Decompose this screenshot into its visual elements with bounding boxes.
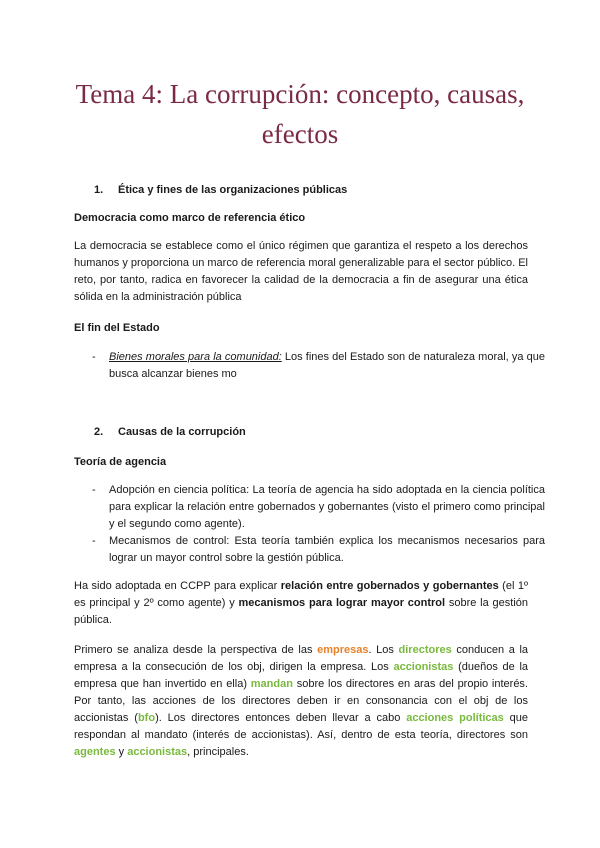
text-run: . Los [368,644,399,656]
subheading-democracia: Democracia como marco de referencia ético [74,212,306,224]
subheading-teoria-agencia: Teoría de agencia [74,456,167,468]
text-run: (dueños de la empresa que han invertido en ella) [74,661,529,690]
paragraph-empresas [74,642,528,761]
bullet-text: Adopción en ciencia política: La teoría de agencia ha sido adoptada en la ciencia política para explicar la relación entre gobernados y gobernantes (visto el primero como principal y el segundo como agente). [109,484,545,530]
highlight-green: acciones políticas [406,712,504,724]
text-run: ). Los directores entonces deben llevar a cabo [155,712,407,724]
highlight-green: directores [398,644,452,656]
subheading-fin-estado: El fin del Estado [74,322,160,334]
bullet-text: Mecanismos de control: Esta teoría también explica los mecanismos necesarios para lograr un mayor control sobre la gestión pública. [109,535,545,564]
section-2-number: 2. [94,426,104,438]
text-run: Primero se analiza desde la perspectiva de las [74,644,318,656]
text-run: y [115,746,128,758]
bullet-term: Bienes morales para la comunidad: [109,351,282,363]
document-title: Tema 4: La corrupción: concepto, causas, efectos [75,79,525,149]
bullet-text: Los fines del Estado son de naturaleza moral, ya que busca alcanzar bienes mo [109,351,545,380]
bullet-dash: - [92,484,96,496]
list-item-adopcion [92,482,545,533]
section-2-heading-text: Causas de la corrupción [118,426,246,438]
section-1-heading [74,182,528,199]
list-item-mecanismos [92,533,545,567]
section-2-heading [74,424,528,441]
text-run: Ha sido adoptada en CCPP para explicar [74,580,281,592]
bold-run: relación entre gobernados y gobernantes [280,580,499,592]
highlight-green: bfo [137,712,156,724]
bold-run: mecanismos para lograr mayor control [238,597,446,609]
section-1-heading-text: Ética y fines de las organizaciones públicas [118,184,348,196]
highlight-green: accionistas [393,661,454,673]
highlight-green: accionistas [127,746,188,758]
text-run: sobre la gestión pública. [74,597,529,626]
text-run: conducen a la empresa a la consecución de los obj, dirigen la empresa. Los [74,644,529,673]
text-run: , principales. [187,746,249,758]
bullet-dash: - [92,351,96,363]
highlight-green: agentes [74,746,116,758]
text-run: (el 1º es principal y 2º como agente) y [74,580,528,609]
bullet-dash: - [92,535,96,547]
highlight-green: mandan [250,678,293,690]
list-item-bienes-morales [92,349,545,383]
paragraph-democracia: La democracia se establece como el único régimen que garantiza el respeto a los derechos humanos y proporciona un marco de referencia moral generalizable para el sector público. El reto, por tanto, radica en favorecer la calidad de la democracia a fin de asegurar una ética sólida en la administración pública [74,240,528,303]
highlight-orange: empresas [317,644,369,656]
text-run: sobre los directores en aras del propio interés. Por tanto, las acciones de los directores deben ir en consonancia con el obj de los accionistas ( [74,678,528,724]
section-1-number: 1. [94,184,104,196]
text-run: que respondan al mandato (interés de accionistas). Así, dentro de esta teoría, directores son [74,712,528,741]
paragraph-ccpp [74,578,528,629]
